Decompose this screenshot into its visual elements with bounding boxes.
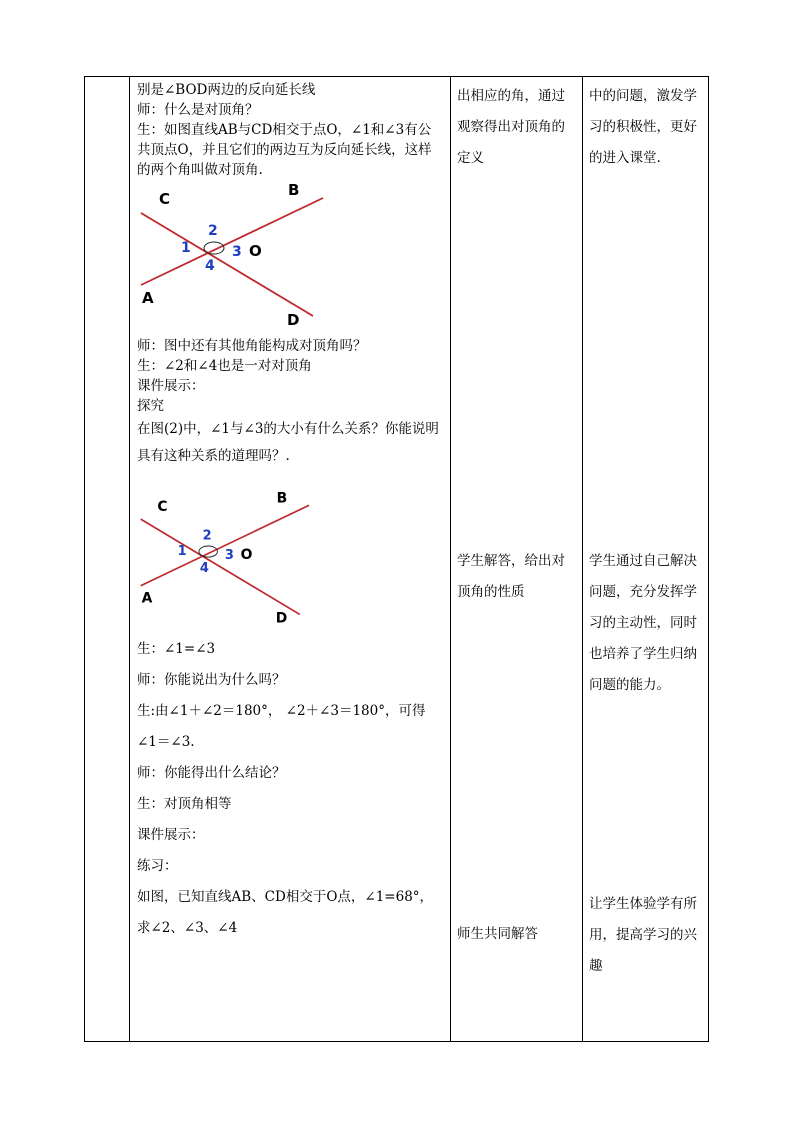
intent-text-3: 让学生体验学有所用，提高学习的兴趣: [589, 896, 697, 974]
text-line: 课件展示：: [137, 827, 205, 843]
text-line: 生：∠1=∠3: [137, 641, 216, 657]
text-line: 师：你能得出什么结论？: [137, 765, 286, 781]
angle-arc: [204, 242, 224, 254]
exercise-paragraph: 如图，已知直线AB、CD相交于O点，∠1=68°，求∠2、∠3、∠4: [137, 889, 434, 936]
angle-3-label: 3: [224, 547, 234, 563]
angle-2-label: 2: [202, 528, 212, 544]
text-line: 师：图中还有其他角能构成对顶角吗？: [137, 338, 367, 354]
student-activity-cell: [450, 77, 582, 1041]
design-intent-cell: [582, 77, 709, 1041]
text-line: 师：你能说出为什么吗？: [137, 672, 286, 688]
point-o-label: O: [240, 546, 253, 563]
stage-cell: [85, 77, 129, 1041]
intent-text-1: 中的问题，激发学习的积极性，更好的进入课堂.: [589, 88, 697, 166]
intent-text-2: 学生通过自己解决问题，充分发挥学习的主动性，同时也培养了学生归纳问题的能力。: [589, 553, 697, 693]
text-line: 师：什么是对顶角？: [137, 102, 259, 118]
angle-4-label: 4: [205, 258, 215, 274]
teaching-process-cell: [130, 77, 450, 1041]
activity-text-3: 师生共同解答: [457, 926, 538, 942]
angle-1-label: 1: [181, 240, 191, 256]
point-c-label: C: [157, 498, 168, 515]
text-line: 探究: [137, 398, 164, 414]
point-a-label: A: [141, 590, 153, 607]
definition-paragraph: 生：如图直线AB与CD相交于点O，∠1和∠3有公共顶点O，并且它们的两边互为反向延长线，这样的两个角叫做对顶角.: [137, 122, 432, 178]
point-b-label: B: [288, 181, 300, 199]
line-ab: [141, 198, 323, 285]
angle-3-label: 3: [232, 244, 242, 260]
vertical-angles-diagram-2: [137, 488, 322, 628]
point-d-label: D: [287, 311, 300, 329]
text-line: 生：对顶角相等: [137, 796, 232, 812]
text-line: 课件展示：: [137, 378, 205, 394]
text-line: 别是∠BOD两边的反向延长线: [137, 82, 316, 98]
point-d-label: D: [275, 610, 288, 627]
activity-text-1: 出相应的角，通过观察得出对顶角的定义: [457, 88, 565, 166]
text-line: 练习：: [137, 858, 178, 874]
line-ab: [141, 505, 309, 585]
point-a-label: A: [142, 289, 154, 307]
reasoning-paragraph: 生:由∠1＋∠2＝180°， ∠2＋∠3＝180°，可得∠1＝∠3.: [137, 703, 426, 750]
text-line: 生：∠2和∠4也是一对对顶角: [137, 358, 312, 374]
lesson-table: [84, 76, 709, 1042]
line-cd: [141, 213, 313, 316]
explore-paragraph: 在图(2)中，∠1与∠3的大小有什么关系？你能说明具有这种关系的道理吗？.: [137, 421, 439, 464]
point-c-label: C: [159, 190, 171, 208]
angle-4-label: 4: [199, 560, 209, 576]
angle-arc: [199, 546, 218, 557]
point-o-label: O: [249, 242, 262, 260]
line-cd: [141, 519, 300, 614]
activity-text-2: 学生解答，给出对顶角的性质: [457, 553, 565, 600]
vertical-angles-diagram-1: [137, 180, 337, 330]
angle-2-label: 2: [208, 223, 218, 239]
point-b-label: B: [276, 490, 288, 507]
angle-1-label: 1: [177, 544, 187, 560]
